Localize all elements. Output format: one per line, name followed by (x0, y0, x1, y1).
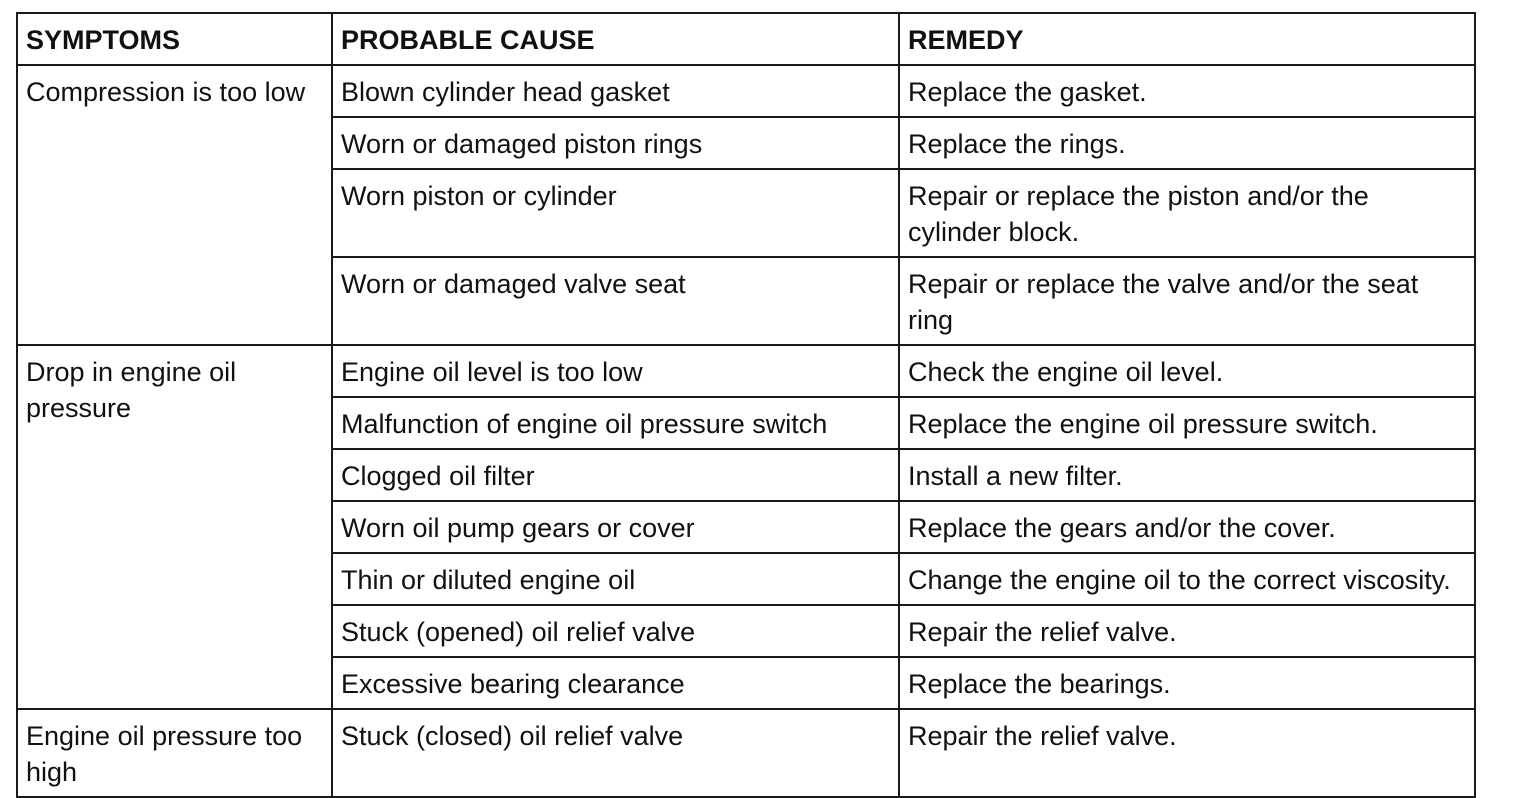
remedy-cell: Replace the engine oil pressure switch. (899, 397, 1475, 449)
cause-cell: Engine oil level is too low (332, 345, 899, 397)
cause-cell: Worn oil pump gears or cover (332, 501, 899, 553)
cause-cell: Clogged oil filter (332, 449, 899, 501)
remedy-cell: Replace the gasket. (899, 65, 1475, 117)
remedy-cell: Repair the relief valve. (899, 605, 1475, 657)
remedy-cell: Replace the gears and/or the cover. (899, 501, 1475, 553)
table-row (17, 65, 1475, 117)
cause-cell: Blown cylinder head gasket (332, 65, 899, 117)
symptom-cell: Compression is too low (17, 65, 332, 345)
cause-cell: Worn or damaged piston rings (332, 117, 899, 169)
remedy-cell: Repair or replace the valve and/or the seat ring (899, 257, 1475, 345)
cause-cell: Stuck (closed) oil relief valve (332, 709, 899, 797)
remedy-cell: Repair the relief valve. (899, 709, 1475, 797)
remedy-cell: Check the engine oil level. (899, 345, 1475, 397)
remedy-cell: Repair or replace the piston and/or the cylinder block. (899, 169, 1475, 257)
cause-cell: Stuck (opened) oil relief valve (332, 605, 899, 657)
cause-cell: Worn or damaged valve seat (332, 257, 899, 345)
remedy-cell: Change the engine oil to the correct viscosity. (899, 553, 1475, 605)
remedy-cell: Replace the rings. (899, 117, 1475, 169)
remedy-cell: Replace the bearings. (899, 657, 1475, 709)
header-probable-cause: PROBABLE CAUSE (332, 13, 899, 65)
table-row (17, 345, 1475, 397)
cause-cell: Thin or diluted engine oil (332, 553, 899, 605)
cause-cell: Malfunction of engine oil pressure switch (332, 397, 899, 449)
symptom-cell: Engine oil pressure too high (17, 709, 332, 797)
remedy-cell: Install a new filter. (899, 449, 1475, 501)
header-symptoms: SYMPTOMS (17, 13, 332, 65)
header-remedy: REMEDY (899, 13, 1475, 65)
header-row (17, 13, 1475, 65)
symptom-cell: Drop in engine oil pressure (17, 345, 332, 709)
cause-cell: Excessive bearing clearance (332, 657, 899, 709)
cause-cell: Worn piston or cylinder (332, 169, 899, 257)
troubleshooting-table (16, 12, 1476, 798)
